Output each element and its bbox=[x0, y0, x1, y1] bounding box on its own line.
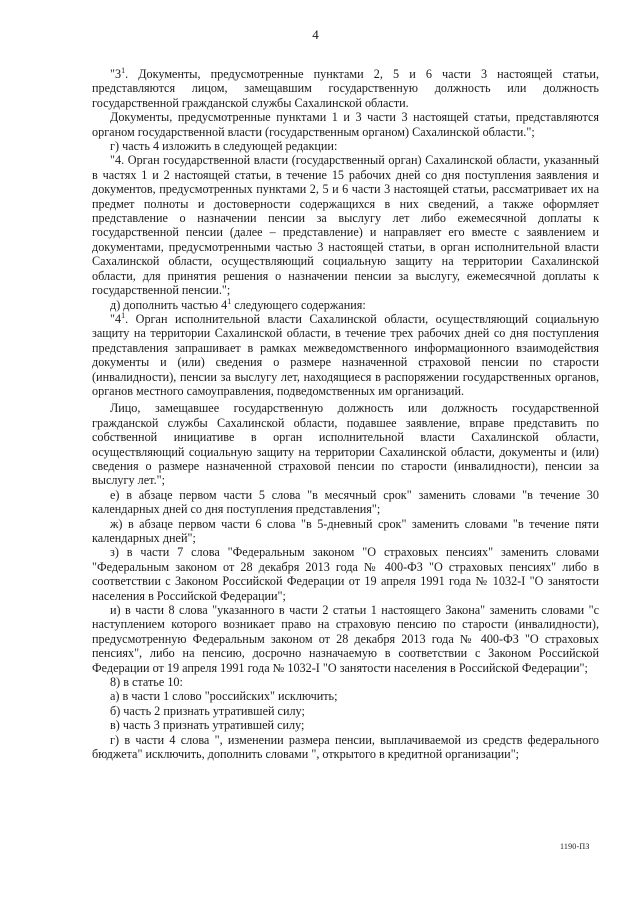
paragraph-part-4-1: "$4^1$. Орган исполнительной власти Сахалинской области, осуществляющий социальную защиту на территории Сахалинской области, в течение трех рабочих дней со дня поступления представления запрашивает в рамках межведомственного информационного взаимодействия документы и (или) сведения о размере назначенной страховой пенсии по старости (инвалидности), пенсии за выслугу лет, находящиеся в распоряжении государственных органов, органов местного самоуправления, подведомственных им организаций. bbox=[92, 310, 599, 398]
document-body bbox=[92, 67, 599, 762]
paragraph-item-zh: ж) в абзаце первом части 6 слова "в 5-дневный срок" заменить словами "в течение пяти календарных дней"; bbox=[92, 516, 599, 545]
paragraph-part-3-1: "$3^1$. Документы, предусмотренные пунктами 2, 5 и 6 части 3 настоящей статьи, представляются лицом, замещавшим государственную должность или должность государственной гражданской службы Сахалинской области. bbox=[92, 65, 599, 110]
paragraph-item-a: а) в части 1 слово "российских" исключить; bbox=[110, 689, 338, 704]
paragraph-item-e: е) в абзаце первом части 5 слова "в месячный срок" заменить словами "в течение 30 календарных дней со дня поступления представления"; bbox=[92, 487, 599, 517]
paragraph-item-g-art10: г) в части 4 слова ", изменении размера пенсии, выплачиваемой из средств федерального бюджета" исключить, дополнить словами ", открытого в кредитной организации"; bbox=[92, 732, 599, 762]
paragraph-item-i: и) в части 8 слова "указанного в части 2 статьи 1 настоящего Закона" заменить словами "с наступлением которого возникает право на страховую пенсию по старости (инвалидности), предусмотренную Федеральным законом от 28 декабря 2013 года № 400-ФЗ "О страховых пенсиях", либо на пенсию, досрочно назначаемую в соответствии с Законом Российской Федерации от 19 апреля 1991 года № 1032-I "О занятости населения в Российской Федерации"; bbox=[92, 603, 599, 675]
document-code: 1190-ПЗ bbox=[560, 842, 590, 851]
paragraph-item-v: в) часть 3 признать утратившей силу; bbox=[110, 718, 305, 733]
paragraph-item-b: б) часть 2 признать утратившей силу; bbox=[110, 703, 305, 718]
paragraph-item-z: з) в части 7 слова "Федеральным законом "О страховых пенсиях" заменить словами "Федеральным законом от 28 декабря 2013 года № 400-ФЗ "О страховых пенсиях" либо в соответствии с Законом Российской Федерации от 19 апреля 1991 года № 1032-I "О занятости населения в Российской Федерации"; bbox=[92, 545, 599, 603]
paragraph-part-4: "4. Орган государственной власти (государственный орган) Сахалинской области, указанный в частях 1 и 2 настоящей статьи, в течение 15 рабочих дней со дня поступления заявления и документов, предусмотренных пунктами 2, 5 и 6 части 3 настоящей статьи, рассматривает их на предмет полноты и достоверности содержащихся в них сведений, а также оформляет представление о назначении пенсии за выслугу лет либо ежемесячной доплаты к государственной пенсии (далее – представление) и направляет его вместе с заявлением и документами, предусмотренными частью 3 настоящей статьи, в орган исполнительной власти Сахалинской области, осуществляющий социальную защиту на территории Сахалинской области, для принятия решения о назначении пенсии за выслугу, ежемесячной доплаты к государственной пенсии."; bbox=[92, 153, 599, 298]
paragraph-item-8: 8) в статье 10: bbox=[110, 675, 183, 690]
page-number: 4 bbox=[312, 27, 319, 42]
paragraph-item-g: г) часть 4 изложить в следующей редакции: bbox=[110, 139, 338, 154]
paragraph-docs-organ: Документы, предусмотренные пунктами 1 и 3 части 3 настоящей статьи, представляются органом государственной власти (государственным органом) Сахалинской области."; bbox=[92, 110, 599, 139]
paragraph-person-right: Лицо, замещавшее государственную должность или должность государственной гражданской службы Сахалинской области, подавшее заявление, вправе представить по собственной инициативе в орган исполнительной власти Сахалинской области, осуществляющий социальную защиту на территории Сахалинской области, документы и (или) сведения о размере назначенной страховой пенсии по старости (инвалидности), пенсии за выслугу лет."; bbox=[92, 401, 599, 488]
paragraph-item-d: д) дополнить частью $4^1$ следующего содержания: bbox=[110, 296, 366, 312]
